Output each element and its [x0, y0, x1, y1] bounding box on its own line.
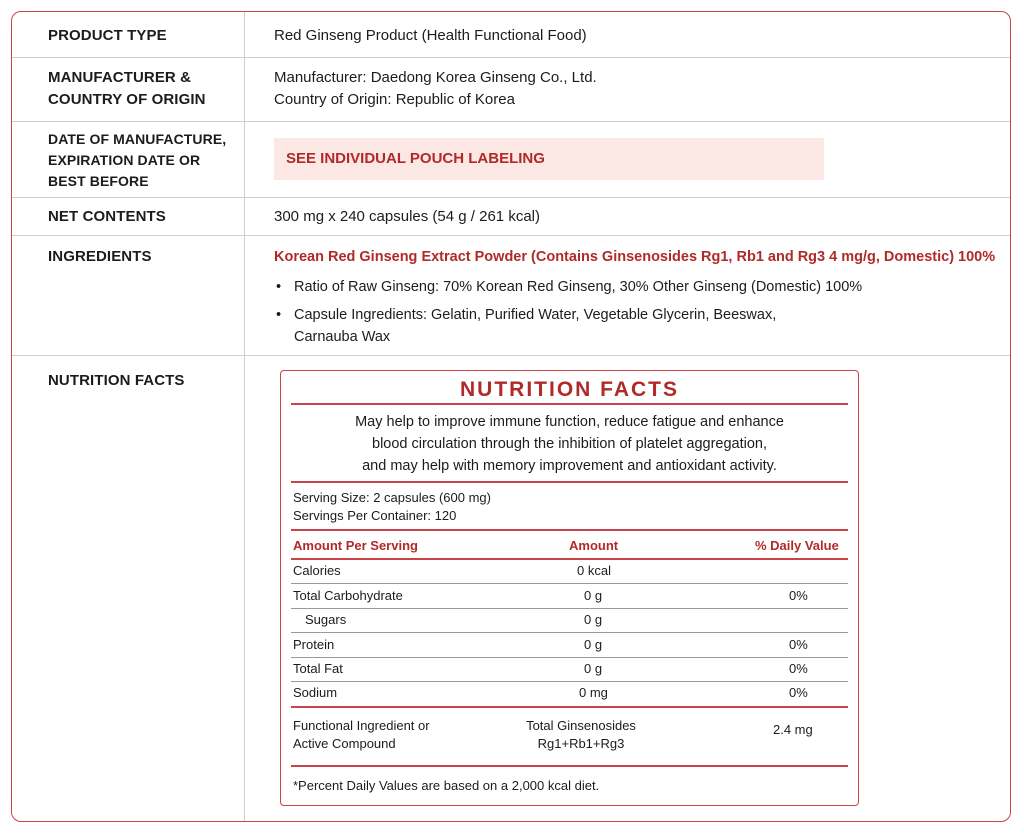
nutrient-name: Total Carbohydrate: [293, 588, 403, 603]
net-contents-label: NET CONTENTS: [48, 208, 166, 225]
row-net-contents: [12, 198, 1010, 236]
dates-label: DATE OF MANUFACTURE, EXPIRATION DATE OR BEST BEFORE: [48, 131, 227, 189]
product-type-label: PRODUCT TYPE: [48, 27, 167, 44]
nutrient-amount: 0 g: [584, 637, 603, 652]
functional-amount: 2.4 mg: [773, 722, 813, 737]
nutrient-dv: 0%: [789, 661, 808, 676]
ingredients-label: INGREDIENTS: [48, 248, 152, 265]
net-contents-value: 300 mg x 240 capsules (54 g / 261 kcal): [274, 208, 540, 225]
pouch-labeling-notice: SEE INDIVIDUAL POUCH LABELING: [274, 138, 824, 180]
product-info-table: [11, 11, 1011, 822]
daily-value-footnote: *Percent Daily Values are based on a 2,000 kcal diet.: [293, 778, 600, 793]
row-nutrition: [12, 356, 1010, 822]
nutrition-facts-title: NUTRITION FACTS: [460, 378, 679, 401]
nutrient-name: Calories: [293, 563, 341, 578]
row-manufacturer: [12, 58, 1010, 122]
nutrition-label: NUTRITION FACTS: [48, 372, 185, 389]
row-product-type: [12, 12, 1010, 58]
product-type-value: Red Ginseng Product (Health Functional Food): [274, 27, 587, 44]
nutrition-facts-panel: [280, 370, 859, 806]
row-ingredients: [12, 236, 1010, 356]
functional-compound: Total Ginsenosides Rg1+Rb1+Rg3: [526, 718, 636, 751]
header-amount: Amount: [569, 538, 619, 553]
nutrient-name: Sodium: [293, 685, 338, 700]
nutrition-description: May help to improve immune function, reduce fatigue and enhance blood circulation through the inhibition of platelet aggregation, and may help with memory improvement and antioxidant activity.: [355, 414, 784, 474]
nutrient-name: Sugars: [305, 612, 347, 627]
nutrient-amount: 0 g: [584, 612, 603, 627]
ingredients-main: Korean Red Ginseng Extract Powder (Contains Ginsenosides Rg1, Rb1 and Rg3 4 mg/g, Domestic) 100%: [274, 249, 996, 265]
nutrient-amount: 0 g: [584, 661, 603, 676]
list-item: • Capsule Ingredients: Gelatin, Purified Water, Vegetable Glycerin, Beeswax, Carnauba Wax: [276, 307, 777, 345]
nutrient-name: Protein: [293, 637, 335, 652]
nutrient-amount: 0 g: [584, 588, 603, 603]
nutrient-dv: 0%: [789, 588, 808, 603]
serving-info: Serving Size: 2 capsules (600 mg) Servings Per Container: 120: [293, 490, 491, 523]
list-item: • Ratio of Raw Ginseng: 70% Korean Red Ginseng, 30% Other Ginseng (Domestic) 100%: [276, 279, 863, 295]
manufacturer-label: MANUFACTURER & COUNTRY OF ORIGIN: [48, 69, 206, 108]
functional-ingredient-label: Functional Ingredient or Active Compound: [293, 718, 430, 751]
header-amount-per-serving: Amount Per Serving: [293, 538, 418, 553]
nutrient-dv: 0%: [789, 685, 808, 700]
manufacturer-value: Manufacturer: Daedong Korea Ginseng Co., Ltd. Country of Origin: Republic of Korea: [274, 69, 597, 108]
row-dates: [12, 122, 1010, 198]
ingredients-list: [274, 276, 862, 354]
nutrient-dv: 0%: [789, 637, 808, 652]
nutrient-name: Total Fat: [293, 661, 343, 676]
nutrient-amount: 0 mg: [579, 685, 608, 700]
nutrient-amount: 0 kcal: [577, 563, 611, 578]
header-daily-value: % Daily Value: [755, 538, 839, 553]
